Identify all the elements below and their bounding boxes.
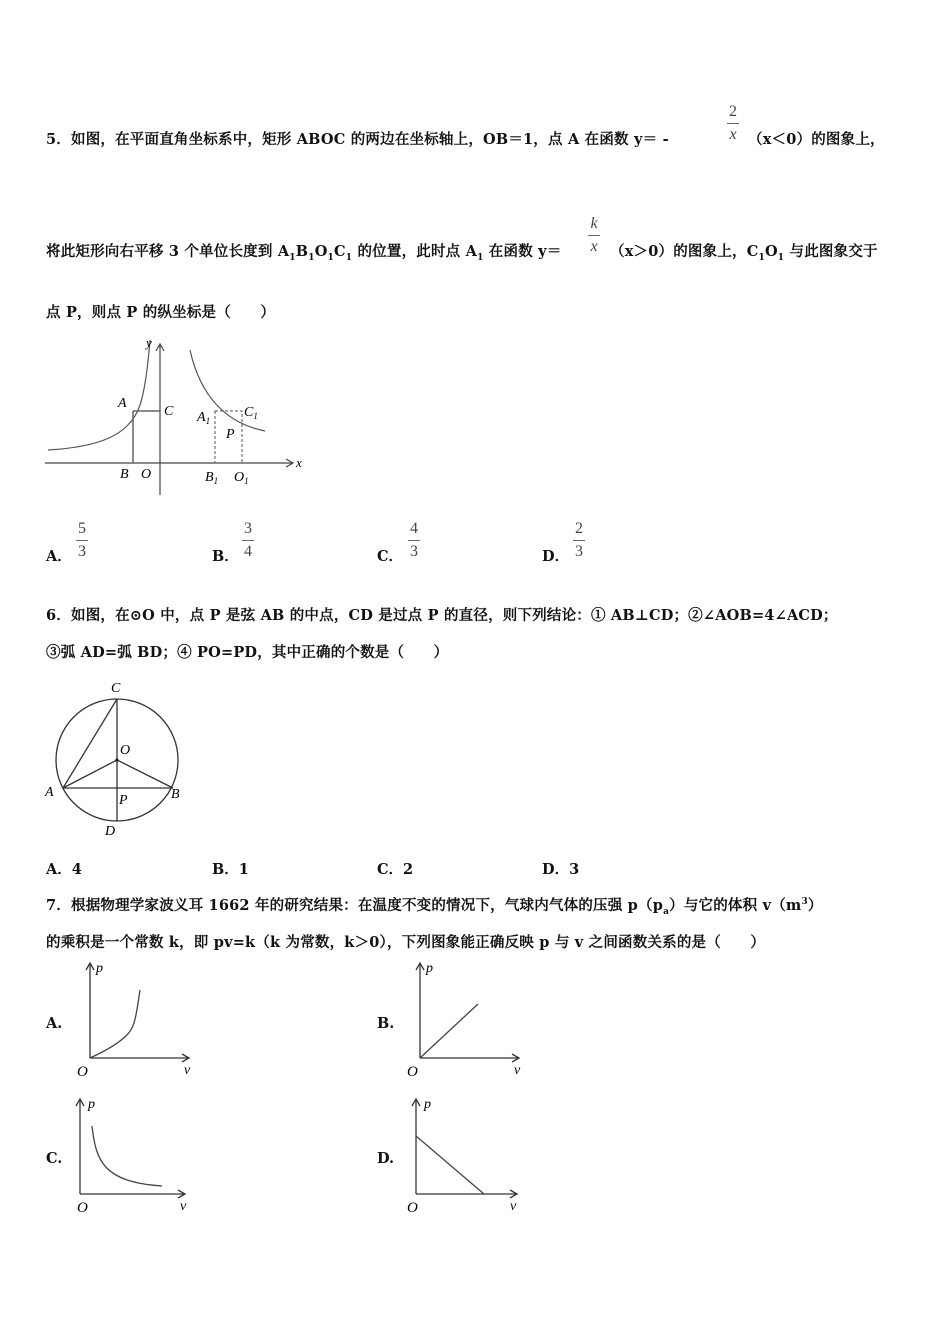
- q7-c-curve: [92, 1126, 162, 1186]
- q6-label-O: O: [120, 743, 131, 758]
- q5-label-A1: $A_1$: [197, 410, 211, 426]
- q6-option-a[interactable]: A．4: [46, 861, 82, 878]
- svg-text:O: O: [77, 1064, 88, 1080]
- q5-left-hyperbola: [48, 340, 150, 450]
- q7-b-line: [420, 1004, 478, 1058]
- q6-option-b[interactable]: B．1: [212, 861, 249, 878]
- q5-option-d-fraction: 2 3: [575, 520, 583, 560]
- q7-graph-b: [402, 958, 527, 1080]
- q5-option-a-fraction: 5 3: [78, 520, 86, 560]
- svg-text:v: v: [514, 1063, 521, 1078]
- q5-label-O1: $O_1$: [234, 470, 249, 486]
- q5-line2: 将此矩形向右平移 3 个单位长度到 $A_1B_1O_1C_1$ 的位置，此时点 $A_1$ 在函数 y＝: [46, 243, 562, 263]
- q7-line1: 7．根据物理学家波义耳 1662 年的研究结果：在温度不变的情况下，气球内气体的压强 $p(p_a)$与它的体积 $v(m^3)$: [46, 897, 823, 917]
- svg-text:v: v: [184, 1063, 191, 1078]
- q5-fraction-k-over-x: k x: [588, 215, 600, 256]
- svg-text:v: v: [510, 1199, 517, 1214]
- q7-d-line: [416, 1136, 484, 1194]
- q7-option-b[interactable]: B.: [377, 1015, 395, 1032]
- q5-line3: 点 P，则点 P 的纵坐标是（ ）: [46, 304, 276, 321]
- q5-option-b-fraction: 3 4: [244, 520, 252, 560]
- q7-option-d[interactable]: D.: [377, 1150, 395, 1167]
- q7-line2: 的乘积是一个常数 k，即 pv=k（k 为常数，k＞0），下列图象能正确反映 p 与 v 之间函数关系的是（ ）: [46, 934, 766, 951]
- q5-fraction-2-over-x: 2 x: [729, 103, 737, 143]
- q7-a-curve: [90, 990, 140, 1058]
- q6-label-D: D: [105, 824, 116, 839]
- q5-option-b[interactable]: B．: [212, 548, 239, 565]
- svg-text:O: O: [407, 1200, 418, 1214]
- q5-label-C: C: [164, 404, 174, 419]
- q5-line2-end: （x＞0）的图象上，$C_1O_1$ 与此图象交于: [610, 243, 878, 263]
- svg-text:O: O: [77, 1200, 88, 1214]
- svg-text:p: p: [88, 1097, 95, 1112]
- q5-label-y: y: [146, 335, 152, 350]
- q6-label-B: B: [171, 787, 180, 802]
- q6-label-P: P: [119, 793, 128, 808]
- q6-circle-figure: [40, 676, 190, 841]
- q6-center-dot: [115, 758, 118, 761]
- q5-label-C1: $C_1$: [244, 405, 258, 421]
- q5-option-d[interactable]: D．: [542, 548, 570, 565]
- q7-graph-a: [72, 958, 197, 1080]
- q6-line1: 6．如图，在⊙O 中，点 P 是弦 AB 的中点，CD 是过点 P 的直径，则下列结论：① AB⊥CD；②∠AOB=4∠ACD；: [46, 607, 838, 624]
- q6-segment-bo: [117, 760, 173, 788]
- q6-option-c[interactable]: C．2: [377, 861, 414, 878]
- q5-label-B1: $B_1$: [205, 470, 219, 486]
- q5-label-x: x: [296, 455, 302, 470]
- q5-label-A: A: [118, 396, 127, 411]
- q6-label-C: C: [111, 681, 121, 696]
- q5-line1: 5．如图，在平面直角坐标系中，矩形 ABOC 的两边在坐标轴上，OB＝1，点 A 在函数 y＝ -: [46, 131, 669, 148]
- q7-graph-c: [72, 1092, 197, 1214]
- q7-graph-d: [402, 1092, 527, 1214]
- svg-text:p: p: [96, 961, 103, 976]
- q5-figure: [40, 335, 310, 505]
- q6-line2: ③弧 AD=弧 BD；④ PO=PD，其中正确的个数是（ ）: [46, 644, 449, 661]
- q5-option-a[interactable]: A．: [46, 548, 72, 565]
- q5-option-c[interactable]: C．: [377, 548, 404, 565]
- svg-text:p: p: [424, 1097, 431, 1112]
- q5-label-B: B: [120, 467, 129, 482]
- q5-line1-end: （x＜0）的图象上，: [748, 131, 885, 148]
- q7-option-c[interactable]: C.: [46, 1150, 63, 1167]
- q6-option-d[interactable]: D．3: [542, 861, 580, 878]
- q5-option-c-fraction: 4 3: [410, 520, 418, 560]
- q5-label-O: O: [141, 467, 152, 482]
- q7-option-a[interactable]: A.: [46, 1015, 63, 1032]
- q5-label-P: P: [226, 427, 235, 442]
- svg-text:p: p: [426, 961, 433, 976]
- svg-text:v: v: [180, 1199, 187, 1214]
- q6-label-A: A: [45, 785, 54, 800]
- svg-text:O: O: [407, 1064, 418, 1080]
